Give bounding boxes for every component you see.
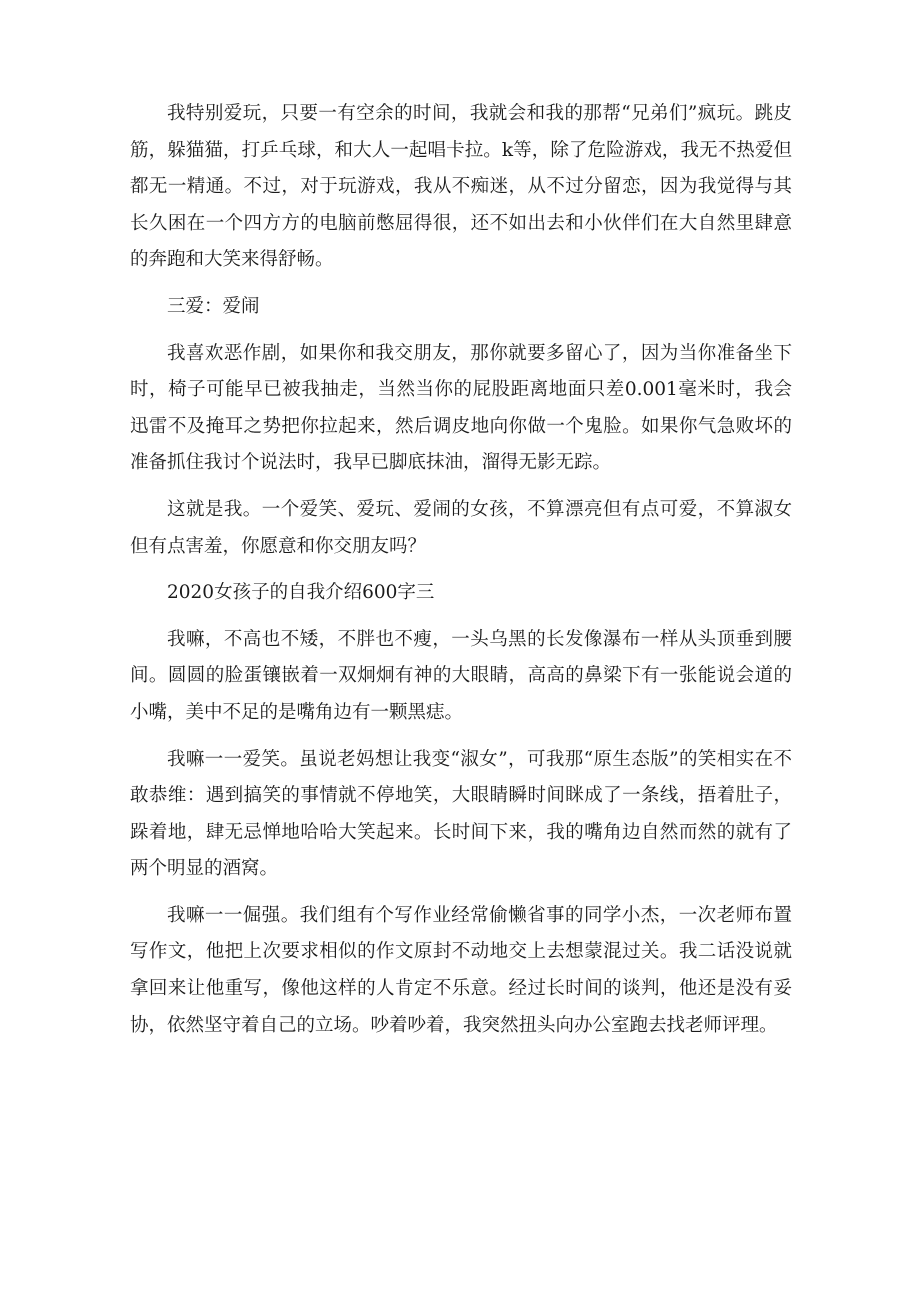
paragraph-summary: 这就是我。一个爱笑、爱玩、爱闹的女孩，不算漂亮但有点可爱，不算淑女但有点害羞，你愿意和你交朋友吗？ xyxy=(130,498,792,557)
paragraph-appearance: 我嘛，不高也不矮，不胖也不瘦，一头乌黑的长发像瀑布一样从头顶垂到腰间。圆圆的脸蛋镶嵌着一双炯炯有神的大眼睛，高高的鼻梁下有一张能说会道的小嘴，美中不足的是嘴角边有一颗黑痣。 xyxy=(130,628,792,723)
paragraph-love-play: 我特别爱玩，只要一有空余的时间，我就会和我的那帮“兄弟们”疯玩。跳皮筋，躲猫猫，打乒乓球，和大人一起唱卡拉。k等，除了危险游戏，我无不热爱但都无一精通。不过，对于玩游戏，我从不痴迷，从不过分留恋，因为我觉得与其长久困在一个四方方的电脑前憋屈得很，还不如出去和小伙伴们在大自然里肆意的奔跑和大笑来得舒畅。 xyxy=(130,103,792,271)
paragraph-love-laugh: 我嘛一一爱笑。虽说老妈想让我变“淑女”，可我那“原生态版”的笑相实在不敢恭维：遇到搞笑的事情就不停地笑，大眼睛瞬时间眯成了一条线，捂着肚子，跺着地，肆无忌惮地哈哈大笑起来。长时间下来，我的嘴角边自然而然的就有了两个明显的酒窝。 xyxy=(130,748,792,880)
paragraph-mischief: 我喜欢恶作剧，如果你和我交朋友，那你就要多留心了，因为当你准备坐下时，椅子可能早已被我抽走，当然当你的屁股距离地面只差0.001毫米时，我会迅雷不及掩耳之势把你拉起来，然后调皮地向你做一个鬼脸。如果你气急败坏的准备抓住我讨个说法时，我早已脚底抹油，溜得无影无踪。 xyxy=(130,342,792,474)
section-title-essay-three: 2020女孩子的自我介绍600字三 xyxy=(167,582,435,604)
document-body xyxy=(130,96,792,1054)
section-heading-love-mischief: 三爱：爱闹 xyxy=(167,295,260,317)
paragraph-stubborn: 我嘛一一倔强。我们组有个写作业经常偷懒省事的同学小杰，一次老师布置写作文，他把上次要求相似的作文原封不动地交上去想蒙混过关。我二话没说就拿回来让他重写，像他这样的人肯定不乐意。经过长时间的谈判，他还是没有妥协，依然坚守着自己的立场。吵着吵着，我突然扭头向办公室跑去找老师评理。 xyxy=(130,904,792,1036)
